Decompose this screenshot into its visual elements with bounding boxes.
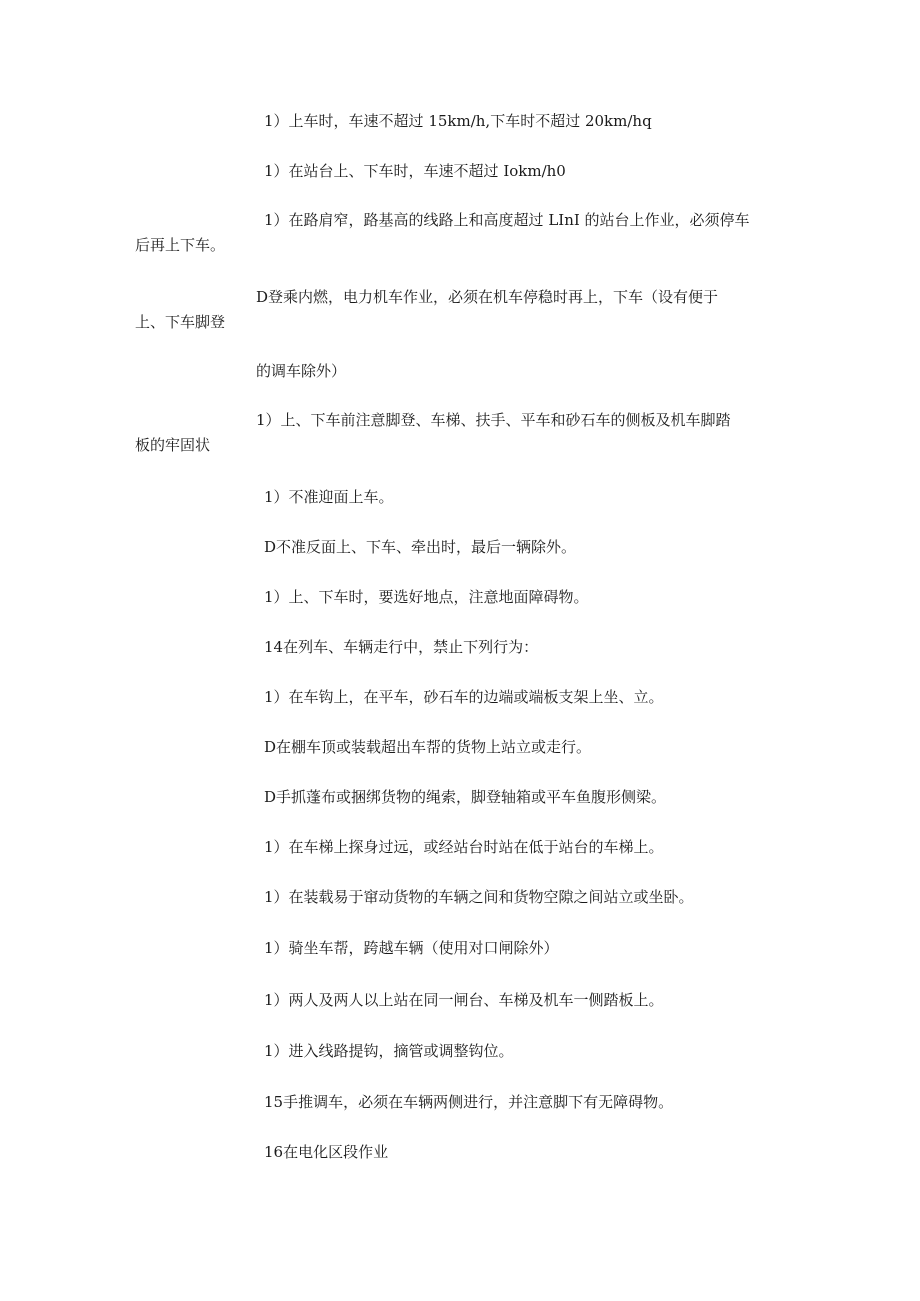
text-line: 1）两人及两人以上站在同一闸台、车梯及机车一侧踏板上。 [264, 991, 664, 1009]
text-line: 1）在车钩上，在平车，砂石车的边端或端板支架上坐、立。 [264, 688, 664, 706]
text-line: D在棚车顶或装载超出车帮的货物上站立或走行。 [264, 738, 592, 756]
text-line: 1）在站台上、下车时，车速不超过 Iokm∕h0 [264, 162, 566, 180]
text-line: 1）上、下车前注意脚登、车梯、扶手、平车和砂石车的侧板及机车脚踏 [256, 411, 731, 429]
text-line: D手抓蓬布或捆绑货物的绳索，脚登轴箱或平车鱼腹形侧梁。 [264, 788, 667, 806]
text-line: 16在电化区段作业 [264, 1143, 389, 1161]
text-line: D登乘内燃，电力机车作业，必须在机车停稳时再上，下车（设有便于 [256, 288, 719, 306]
text-line: 1）在装载易于窜动货物的车辆之间和货物空隙之间站立或坐卧。 [264, 888, 694, 906]
text-line: 1）骑坐车帮，跨越车辆（使用对口闸除外） [264, 939, 559, 957]
text-line: 1）进入线路提钩，摘管或调整钩位。 [264, 1042, 514, 1060]
text-line: 1）在车梯上探身过远，或经站台时站在低于站台的车梯上。 [264, 838, 664, 856]
text-line: 的调车除外） [256, 362, 347, 380]
text-line: 1）不准迎面上车。 [264, 488, 394, 506]
text-line: 1）上车时，车速不超过 15km∕h,下车时不超过 20km∕hq [264, 112, 652, 130]
text-line: 后再上下车。 [135, 236, 226, 254]
text-line: 1）上、下车时，要选好地点，注意地面障碍物。 [264, 588, 589, 606]
text-line: 1）在路肩窄，路基高的线路上和高度超过 LInI 的站台上作业，必须停车 [264, 211, 750, 229]
text-line: 14在列车、车辆走行中，禁止下列行为： [264, 638, 539, 656]
text-line: 15手推调车，必须在车辆两侧进行，并注意脚下有无障碍物。 [264, 1093, 674, 1111]
text-line: 上、下车脚登 [135, 313, 226, 331]
text-line: D不准反面上、下车、牵出时，最后一辆除外。 [264, 538, 577, 556]
text-line: 板的牢固状 [135, 436, 211, 454]
